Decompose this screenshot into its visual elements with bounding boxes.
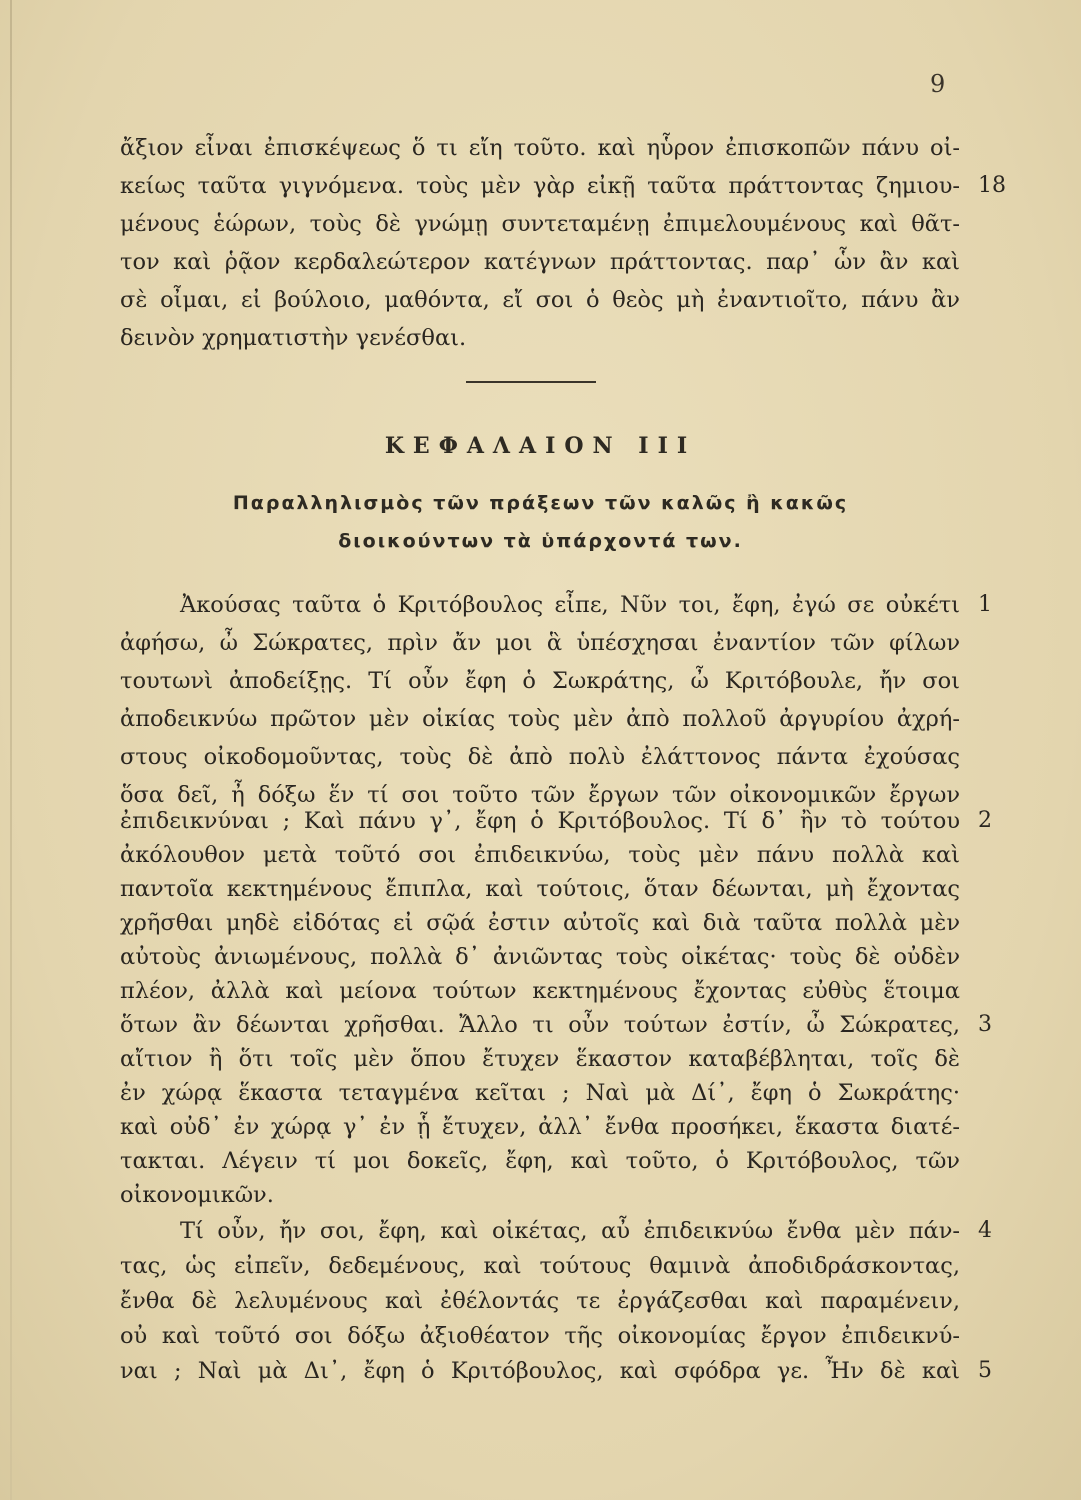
text-line: καὶ οὐδ᾽ ἐν χώρᾳ γ᾽ ἐν ᾗ ἔτυχεν, ἀλλ᾽ ἔνθα προσήκει, ἕκαστα διατέ-: [120, 1114, 960, 1140]
text-line: στους οἰκοδομοῦντας, τοὺς δὲ ἀπὸ πολὺ ἐλάττονος πάντα ἐχούσας: [120, 744, 960, 770]
text-line: οὐ καὶ τοῦτό σοι δόξω ἀξιοθέατον τῆς οἰκονομίας ἔργον ἐπιδεικνύ-: [120, 1323, 960, 1349]
text-line: ἔνθα δὲ λελυμένους καὶ ἐθέλοντάς τε ἐργάζεσθαι καὶ παραμένειν,: [120, 1288, 960, 1314]
text-line: δεινὸν χρηματιστὴν γενέσθαι.: [120, 325, 467, 351]
section-number: 3: [978, 1012, 992, 1037]
margin-line-number: 18: [978, 173, 1006, 198]
text-line: αἴτιον ἢ ὅτι τοῖς μὲν ὅπου ἔτυχεν ἕκαστον καταβέβληται, τοῖς δὲ: [120, 1046, 960, 1072]
text-line: ἀκόλουθον μετὰ τοῦτό σοι ἐπιδεικνύω, τοὺς μὲν πάνυ πολλὰ καὶ: [120, 842, 960, 868]
text-line: Τί οὖν, ἤν σοι, ἔφη, καὶ οἰκέτας, αὖ ἐπιδεικνύω ἔνθα μὲν πάν-: [180, 1218, 960, 1244]
text-line: τας, ὡς εἰπεῖν, δεδεμένους, καὶ τούτους θαμινὰ ἀποδιδράσκοντας,: [120, 1253, 960, 1279]
text-line: κείως ταῦτα γιγνόμενα. τοὺς μὲν γὰρ εἰκῇ ταῦτα πράττοντας ζημιου-: [120, 173, 960, 199]
text-line: πλέον, ἀλλὰ καὶ μείονα τούτων κεκτημένους ἔχοντας εὐθὺς ἕτοιμα: [120, 978, 960, 1004]
page-number: 9: [930, 70, 946, 98]
text-line: παντοῖα κεκτημένους ἔπιπλα, καὶ τούτοις, ὅταν δέωνται, μὴ ἔχοντας: [120, 876, 960, 902]
text-line: χρῆσθαι μηδὲ εἰδότας εἰ σῷά ἐστιν αὐτοῖς καὶ διὰ ταῦτα πολλὰ μὲν: [120, 910, 960, 936]
text-line: μένους ἑώρων, τοὺς δὲ γνώμῃ συντεταμένῃ ἐπιμελουμένους καὶ θᾶτ-: [120, 211, 960, 237]
text-line: ὅτων ἂν δέωνται χρῆσθαι. Ἄλλο τι οὖν τούτων ἐστίν, ὦ Σώκρατες,: [120, 1012, 960, 1038]
text-line: ναι ; Ναὶ μὰ Δι᾽, ἔφη ὁ Κριτόβουλος, καὶ σφόδρα γε. Ἦν δὲ καὶ: [120, 1358, 960, 1384]
section-number: 4: [978, 1218, 992, 1243]
chapter-subtitle: διοικούντων τὰ ὑπάρχοντά των.: [338, 530, 743, 552]
text-line: ἀποδεικνύω πρῶτον μὲν οἰκίας τοὺς μὲν ἀπὸ πολλοῦ ἀργυρίου ἀχρή-: [120, 706, 960, 732]
text-line: Ἀκούσας ταῦτα ὁ Κριτόβουλος εἶπε, Νῦν τοι, ἔφη, ἐγώ σε οὐκέτι: [180, 592, 960, 618]
text-line: ἐπιδεικνύναι ; Καὶ πάνυ γ᾽, ἔφη ὁ Κριτόβουλος. Τί δ᾽ ἢν τὸ τούτου: [120, 808, 960, 834]
section-divider: [466, 381, 596, 383]
text-line: τον καὶ ῥᾷον κερδαλεώτερον κατέγνων πράττοντας. παρ᾽ ὧν ἂν καὶ: [120, 249, 960, 275]
text-line: τακται. Λέγειν τί μοι δοκεῖς, ἔφη, καὶ τοῦτο, ὁ Κριτόβουλος, τῶν: [120, 1148, 960, 1174]
section-number: 1: [978, 592, 992, 617]
section-number: 2: [978, 808, 992, 833]
text-line: ἄξιον εἶναι ἐπισκέψεως ὅ τι εἴη τοῦτο. καὶ ηὗρον ἐπισκοπῶν πάνυ οἰ-: [120, 135, 960, 161]
text-line: ὅσα δεῖ, ἦ δόξω ἕν τί σοι τοῦτο τῶν ἔργων τῶν οἰκονομικῶν ἔργων: [120, 782, 960, 808]
text-line: σὲ οἶμαι, εἰ βούλοιο, μαθόντα, εἴ σοι ὁ θεὸς μὴ ἐναντιοῖτο, πάνυ ἂν: [120, 287, 960, 313]
chapter-heading: ΚΕΦΑΛΑΙΟΝ III: [384, 433, 697, 459]
text-line: αὐτοὺς ἀνιωμένους, πολλὰ δ᾽ ἀνιῶντας τοὺς οἰκέτας· τοὺς δὲ οὐδὲν: [120, 944, 960, 970]
text-line: ἐν χώρᾳ ἕκαστα τεταγμένα κεῖται ; Ναὶ μὰ Δί᾽, ἔφη ὁ Σωκράτης·: [120, 1080, 960, 1106]
text-line: οἰκονομικῶν.: [120, 1182, 274, 1208]
gutter-line: [10, 0, 12, 1500]
chapter-subtitle: Παραλληλισμὸς τῶν πράξεων τῶν καλῶς ἢ κακῶς: [232, 492, 849, 514]
text-line: ἀφήσω, ὦ Σώκρατες, πρὶν ἄν μοι ἃ ὑπέσχησαι ἐναντίον τῶν φίλων: [120, 630, 960, 656]
section-number: 5: [978, 1358, 992, 1383]
text-line: τουτωνὶ ἀποδείξῃς. Τί οὖν ἔφη ὁ Σωκράτης, ὦ Κριτόβουλε, ἤν σοι: [120, 668, 960, 694]
